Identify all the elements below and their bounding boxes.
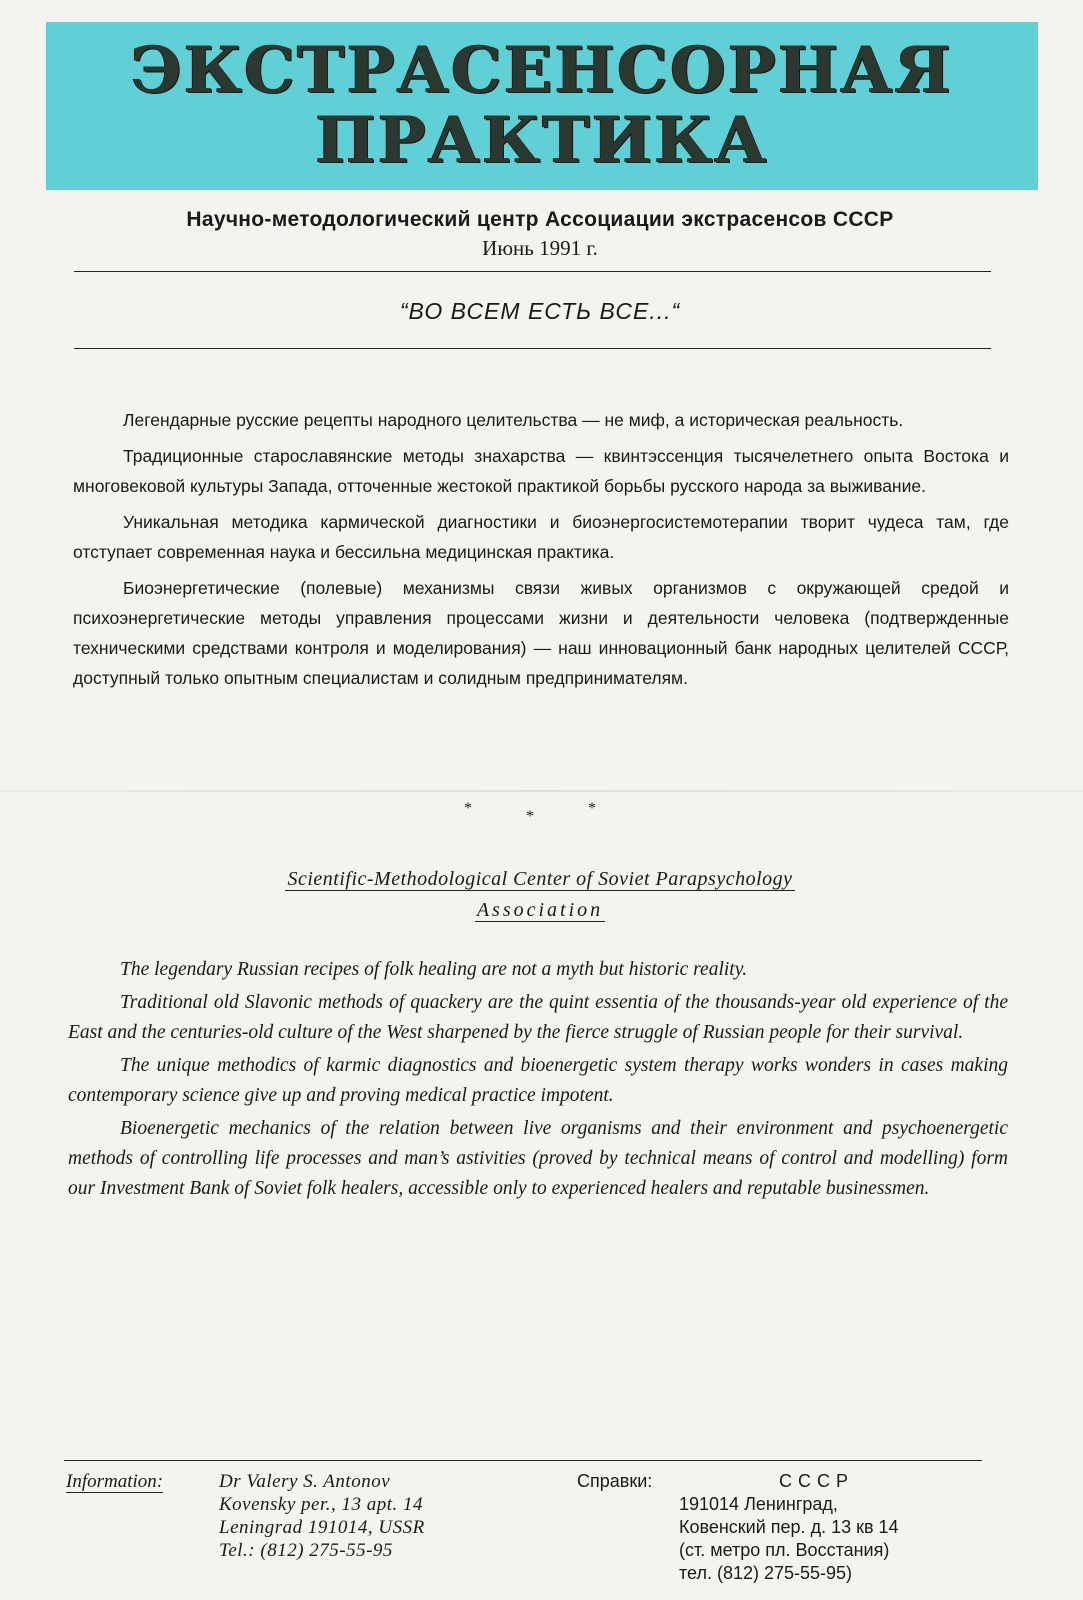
separator-star-2: *: [526, 808, 534, 825]
ru-contact-city: 191014 Ленинград,: [679, 1494, 838, 1514]
spravki-label: Справки:: [577, 1471, 653, 1491]
russian-contact: [679, 1470, 899, 1585]
motto: “ВО ВСЕМ ЕСТЬ ВСЕ...“: [399, 298, 681, 324]
information-label-text: Information:: [66, 1471, 164, 1492]
title-banner: [46, 22, 1038, 190]
ru-paragraph-3: Уникальная методика кармической диагностики и биоэнергосистемотерапии творит чудеса там, где отступает современная наука и бессильна медицинская практика.: [73, 512, 1009, 562]
english-text: [68, 955, 1008, 1207]
title-line-1: ЭКСТРАСЕНСОРНАЯ: [131, 33, 953, 108]
en-paragraph-2: Traditional old Slavonic methods of quackery are the quint essentia of the thousands-year old experience of the East and the centuries-old culture of the West sharpened by the fierce struggle of Russian people for their survival.: [68, 992, 1008, 1043]
separator-star-1: *: [464, 800, 472, 817]
ru-paragraph-4: Биоэнергетические (полевые) механизмы связи живых организмов с окружающей средой и психоэнергетические методы управления процессами жизни и деятельности человека (подтвержденные техническими средствами контроля и моделирования) — наш инновационный банк народных целителей СССР, доступный только опытным специалистам и солидным предпринимателям.: [73, 578, 1009, 688]
organization-subtitle: Научно-методологический центр Ассоциации экстрасенсов СССР: [186, 208, 894, 231]
english-heading-text-2: Association: [476, 899, 604, 921]
footer-rule: [64, 1460, 982, 1461]
motto-rule: [74, 348, 991, 349]
en-paragraph-1: The legendary Russian recipes of folk healing are not a myth but historic reality.: [120, 959, 748, 980]
ru-paragraph-1: Легендарные русские рецепты народного целительства — не миф, а историческая реальность.: [123, 410, 904, 430]
contact-city: Leningrad 191014, USSR: [219, 1517, 425, 1538]
top-rule: [74, 271, 991, 272]
separator-star-3: *: [588, 800, 596, 817]
english-heading-line-2: [70, 899, 1010, 922]
russian-text: [73, 405, 1009, 699]
english-heading-text-1: Scientific-Methodological Center of Soviet Parapsychology: [287, 868, 793, 890]
ru-paragraph-2: Традиционные старославянские методы знахарства — квинтэссенция тысячелетнего опыта Востока и многовековой культуры Запада, отточенные жестокой практикой борьбы русского народа за выживание.: [73, 446, 1009, 496]
en-paragraph-4: Bioenergetic mechanics of the relation between live organisms and their environment and psychoenergetic methods of controlling life processes and man’s astivities (proved by technical means of control and modelling) form our Investment Bank of Soviet folk healers, accessible only to experienced healers and reputable businessmen.: [68, 1118, 1008, 1199]
contact-country: СССР: [779, 1471, 855, 1491]
en-paragraph-3: The unique methodics of karmic diagnostics and bioenergetic system therapy works wonders in cases making contemporary science give up and proving medical practice impotent.: [68, 1055, 1008, 1106]
issue-date: Июнь 1991 г.: [482, 236, 598, 260]
information-label: [66, 1470, 163, 1493]
contact-phone: Tel.: (812) 275-55-95: [219, 1540, 393, 1561]
title-line-2: ПРАКТИКА: [315, 103, 769, 178]
contact-street: Kovensky per., 13 apt. 14: [219, 1494, 424, 1515]
ru-contact-street: Ковенский пер. д. 13 кв 14: [679, 1517, 899, 1537]
paper-fold-crease: [0, 790, 1083, 792]
english-heading-line-1: [70, 868, 1010, 891]
english-contact: [219, 1470, 425, 1562]
contact-name: Dr Valery S. Antonov: [219, 1471, 391, 1492]
ru-contact-metro: (ст. метро пл. Восстания): [679, 1540, 890, 1560]
ru-contact-phone: тел. (812) 275-55-95): [679, 1563, 853, 1583]
